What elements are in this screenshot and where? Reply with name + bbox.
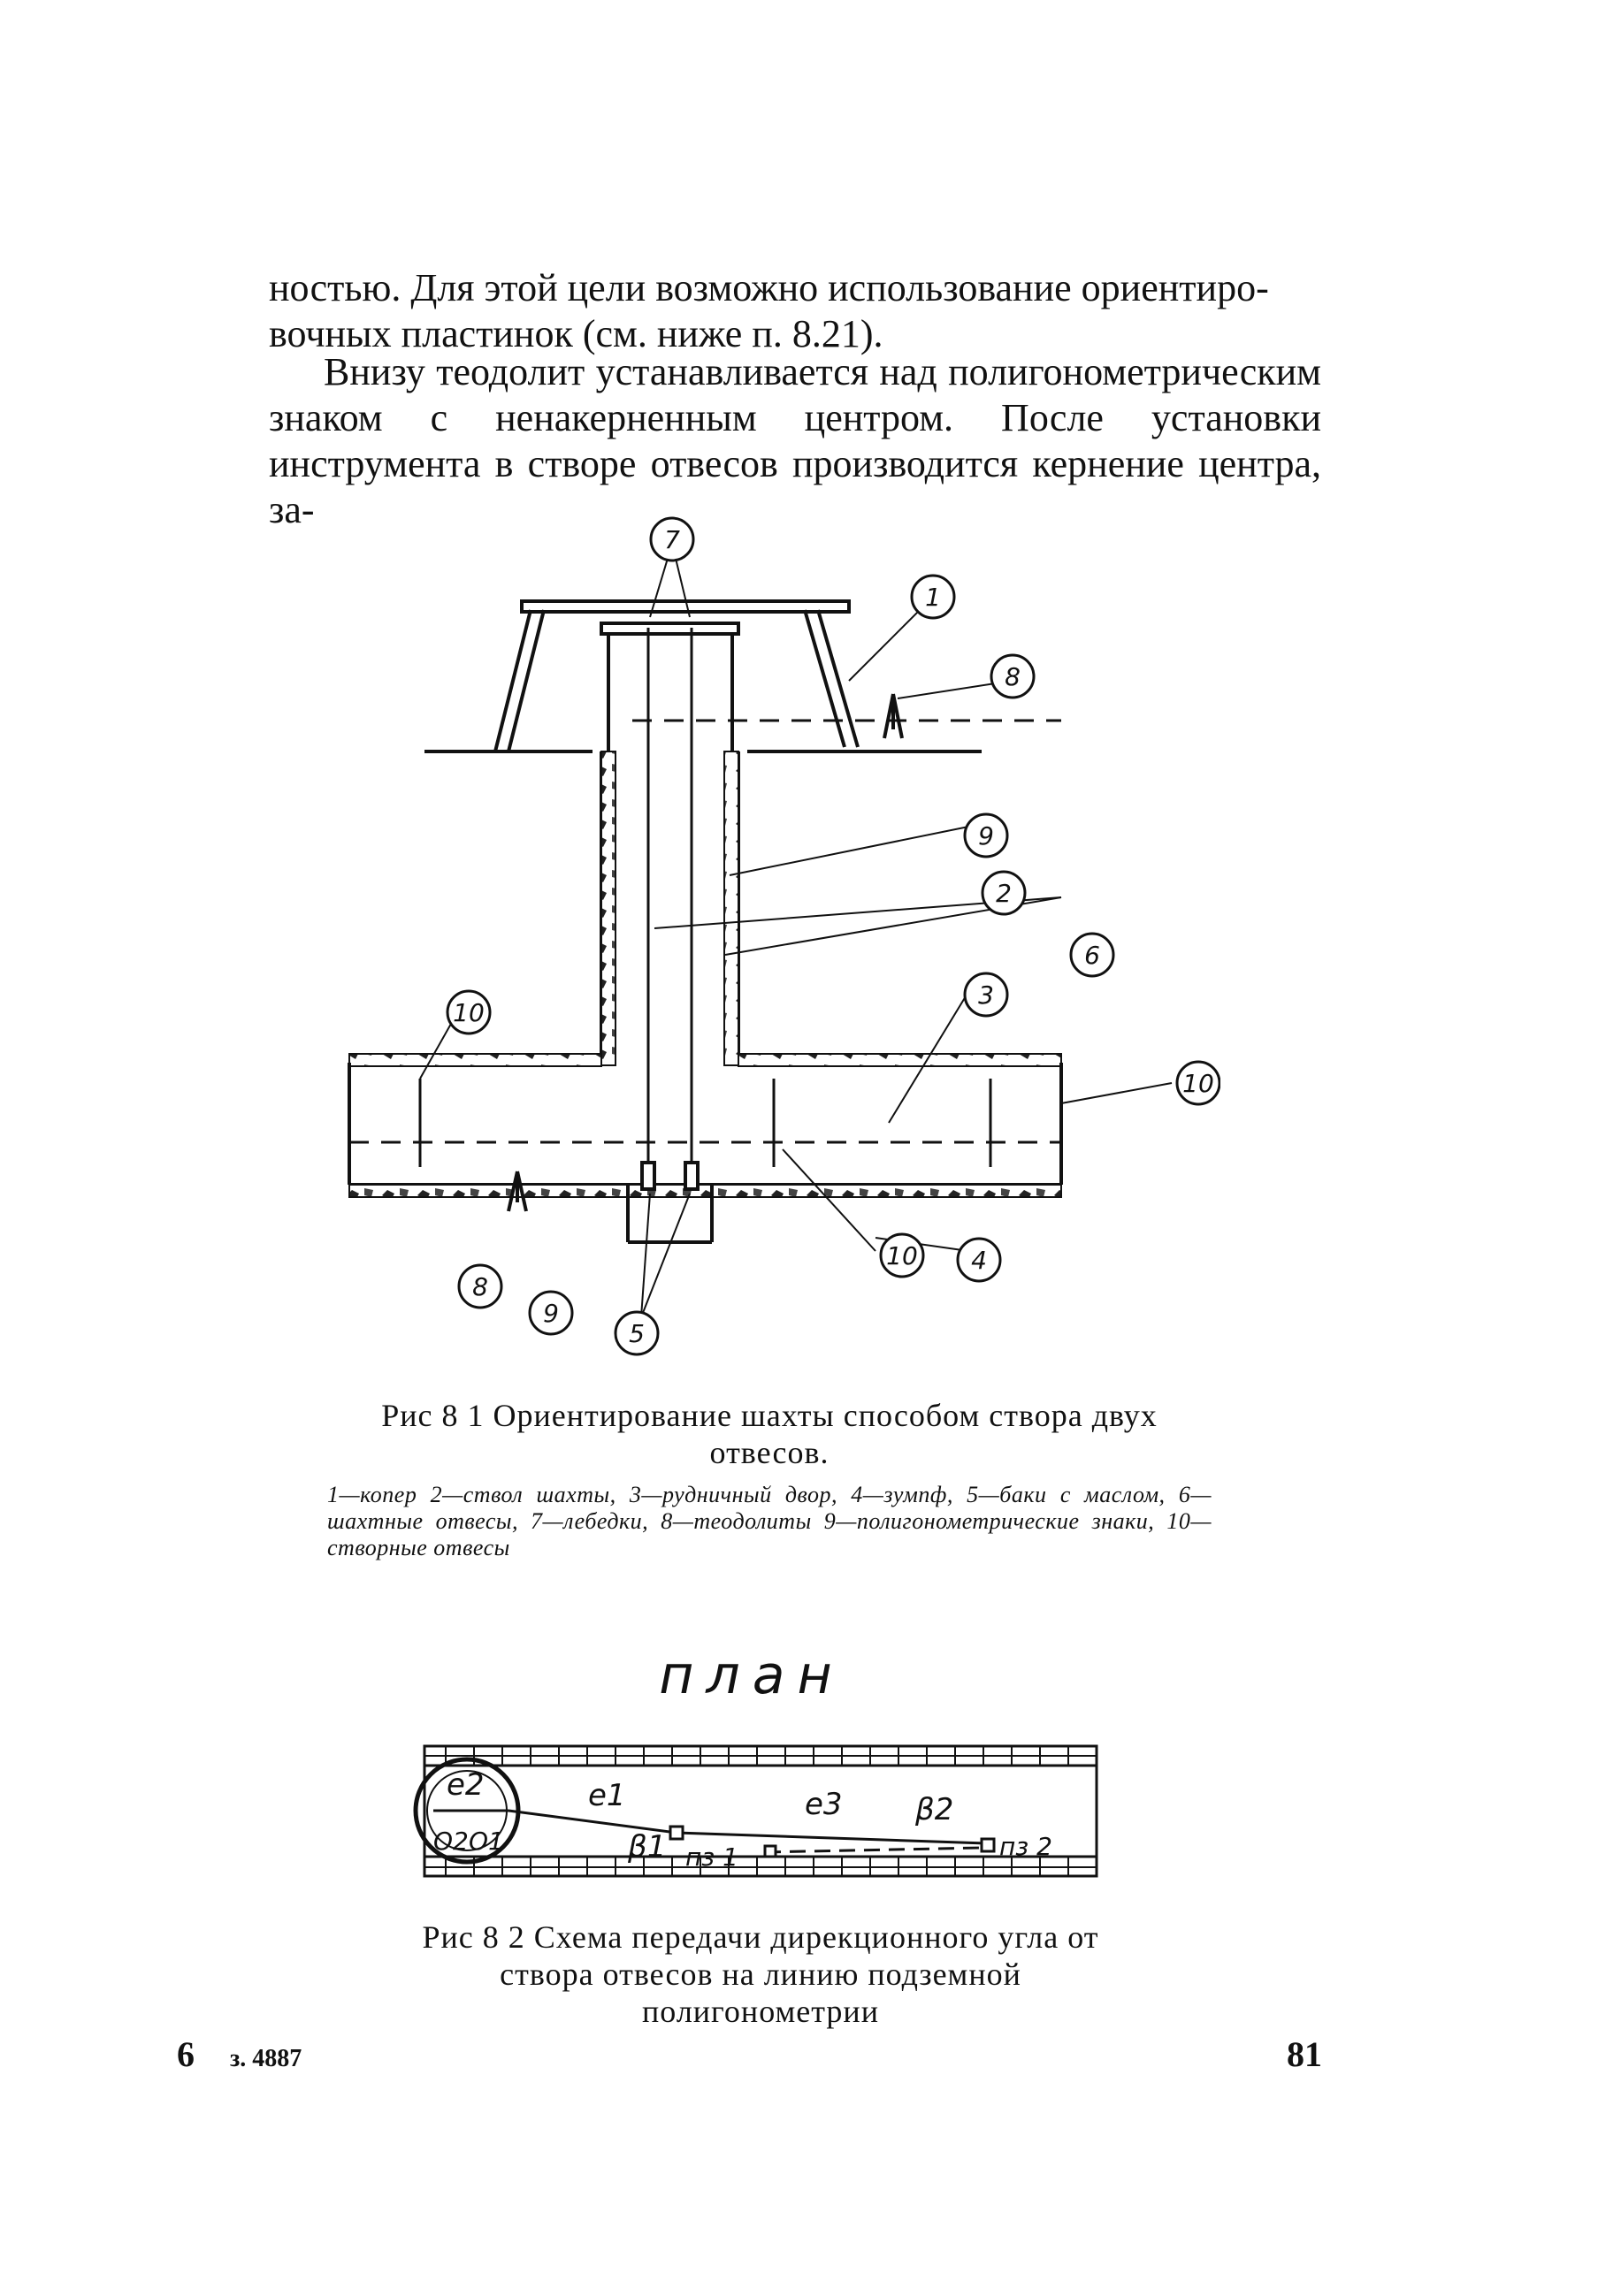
callout-label: 8	[472, 1272, 488, 1301]
paragraph-line: ностью. Для этой цели возможно использование ориентиро-	[269, 266, 1269, 309]
paragraph-line: вочных пластинок (см. ниже п. 8.21).	[269, 312, 883, 355]
print-signature: з. 4887	[230, 2045, 302, 2072]
paragraph-continuation	[269, 265, 1321, 357]
callout-label: 1	[925, 583, 941, 612]
callout-label: 9	[543, 1299, 559, 1328]
callout-label: 10	[1182, 1069, 1214, 1098]
plan-label: e2	[447, 1767, 485, 1803]
plan-label: e1	[588, 1778, 626, 1813]
figure-8-2-caption: Рис 8 2 Схема передачи дирекционного угла от створа отвесов на линию подземной полигонометрии	[422, 1919, 1099, 2029]
figure-8-1-legend: 1—копер 2—ствол шахты, 3—рудничный двор, 4—зумпф, 5—баки с маслом, 6—шахтные отвесы, 7—лебедки, 8—теодолиты 9—полигонометрические знаки, 10—створные отвесы	[327, 1482, 1212, 1560]
sheet-number: 6	[177, 2034, 195, 2074]
footer-left	[177, 2033, 302, 2075]
plan-label: О1	[469, 1827, 504, 1856]
plan-label: β2	[915, 1792, 954, 1827]
figure-8-1-title: Рис 8 1 Ориентирование шахты способом створа двух отвесов.	[381, 1398, 1158, 1470]
figure-8-1-caption	[327, 1397, 1212, 1561]
callout-label: 8	[1005, 662, 1021, 691]
callout-label: 7	[664, 525, 680, 554]
plan-label: e3	[805, 1787, 843, 1822]
plan-title: план	[659, 1644, 845, 1706]
page-number: 81	[1287, 2034, 1322, 2074]
callout-label: 10	[886, 1241, 918, 1270]
paragraph-body: Внизу теодолит устанавливается над полигонометрическим знаком с ненакерненным центром. После установки инструмента в створе отвесов производится кернение центра, за-	[269, 350, 1321, 531]
figure-8-1-diagram	[310, 513, 1220, 1362]
callout-label: 9	[978, 821, 994, 851]
plan-label: β1	[628, 1829, 667, 1865]
callout-label: 6	[1084, 941, 1100, 970]
plan-label: пз 1	[685, 1842, 738, 1872]
figure-8-2-diagram	[389, 1724, 1123, 1892]
plan-label: О2	[433, 1827, 469, 1856]
callout-label: 2	[996, 879, 1012, 908]
callout-label: 5	[629, 1319, 645, 1348]
plan-label: пз 2	[999, 1832, 1052, 1861]
callout-label: 10	[453, 998, 485, 1027]
callout-label: 3	[978, 980, 994, 1010]
callout-label: 4	[971, 1246, 987, 1275]
